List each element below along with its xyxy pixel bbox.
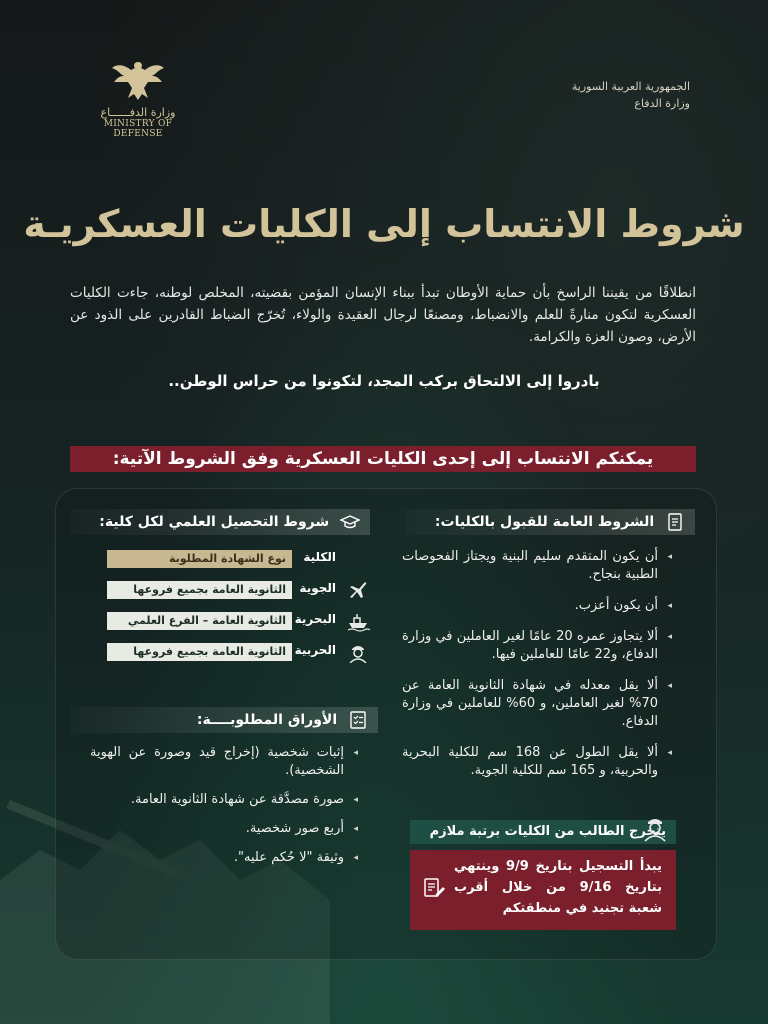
general-conditions-title: الشروط العامة للقبول بالكليات: xyxy=(434,514,655,530)
table-header-row xyxy=(80,548,370,570)
ship-icon xyxy=(346,610,370,632)
college-name: البحرية xyxy=(294,612,336,626)
list-item: ◂ إثبات شخصية (إخراج قيد وصورة عن الهوية الشخصية). xyxy=(90,744,358,780)
graduation-heading: يتخرج الطالب من الكليات برتبة ملازم xyxy=(410,820,676,844)
required-documents-list xyxy=(90,744,358,878)
list-item: ◂ أن يكون أعزب. xyxy=(402,597,672,615)
logo-arabic-text: وزارة الدفــــــاع xyxy=(100,106,176,119)
eagle-emblem-icon xyxy=(110,58,166,102)
required-documents-heading xyxy=(70,707,378,733)
certificate-column-header: نوع الشهادة المطلوبة xyxy=(107,550,292,568)
list-item: ◂ أن يكون المتقدم سليم البنية ويجتاز الفحوصات الطبية بنجاح. xyxy=(402,548,672,584)
officer-icon xyxy=(640,812,670,842)
general-conditions-heading xyxy=(405,509,695,535)
logo-english-text: MINISTRY OF DEFENSE xyxy=(103,119,173,139)
table-row xyxy=(80,610,370,632)
list-item: ◂ ألا يقل معدله في شهادة الثانوية العامة عن 70% لغير العاملين، و 60% للعاملين في وزارة الدفاع. xyxy=(402,677,672,731)
college-requirements-table xyxy=(80,548,370,672)
registration-text: يبدأ التسجيل بتاريخ 9/9 وينتهي بتاريخ 9/16 من خلال أقرب شعبة تجنيد في منطقتكم xyxy=(454,859,662,916)
list-item: ◂ صورة مصدَّقة عن شهادة الثانوية العامة. xyxy=(90,791,358,809)
certificate-requirement: الثانوية العامة بجميع فروعها xyxy=(107,643,292,661)
scientific-requirements-title: شروط التحصيل العلمي لكل كلية: xyxy=(99,514,330,530)
general-conditions-list xyxy=(402,548,672,793)
scientific-requirements-heading xyxy=(70,509,370,535)
slogan: بادروا إلى الالتحاق بركب المجد، لتكونوا من حراس الوطن.. xyxy=(168,372,600,390)
conditions-banner: يمكنكم الانتساب إلى إحدى الكليات العسكرية وفق الشروط الآتية: xyxy=(70,446,696,472)
checklist-icon xyxy=(348,710,368,730)
list-item: ◂ ألا يتجاوز عمره 20 عامًا لغير العاملين في وزارة الدفاع، و22 عامًا للعاملين فيها. xyxy=(402,628,672,664)
graduation-cap-icon xyxy=(340,512,360,532)
page-title: شروط الانتساب إلى الكليات العسكريـة xyxy=(23,202,745,246)
table-row xyxy=(80,641,370,663)
table-row xyxy=(80,579,370,601)
ministry-logo xyxy=(86,58,190,139)
required-documents-title: الأوراق المطلوبــــة: xyxy=(196,712,338,728)
jet-icon xyxy=(346,579,370,601)
college-name: الحربية xyxy=(294,643,336,657)
college-column-header: الكلية xyxy=(303,550,336,564)
college-name: الجوية xyxy=(299,581,336,595)
government-label xyxy=(572,78,690,112)
registration-box xyxy=(410,850,676,930)
list-item: ◂ ألا يقل الطول عن 168 سم للكلية البحرية والحربية، و 165 سم للكلية الجوية. xyxy=(402,744,672,780)
soldier-icon xyxy=(346,641,370,663)
list-item: ◂ أربع صور شخصية. xyxy=(90,820,358,838)
list-item: ◂ وثيقة "لا حُكم عليه". xyxy=(90,849,358,867)
certificate-requirement: الثانوية العامة بجميع فروعها xyxy=(107,581,292,599)
certificate-requirement: الثانوية العامة – الفرع العلمي xyxy=(107,612,292,630)
gov-line-ministry: وزارة الدفاع xyxy=(634,97,690,110)
edit-form-icon xyxy=(422,876,446,900)
gov-line-republic: الجمهورية العربية السورية xyxy=(571,80,690,93)
intro-paragraph: انطلاقًا من يقيننا الراسخ بأن حماية الأوطان تبدأ ببناء الإنسان المؤمن بقضيته، المخلص لوطنه، جاءت الكليات العسكرية لتكون منارةً للعلم والانضباط، ومصنعًا لرجال العقيدة والولاء، تُخرّج الضباط القادرين على الذود عن الأرض، وصون العزة والكرامة. xyxy=(70,285,696,345)
document-icon xyxy=(665,512,685,532)
